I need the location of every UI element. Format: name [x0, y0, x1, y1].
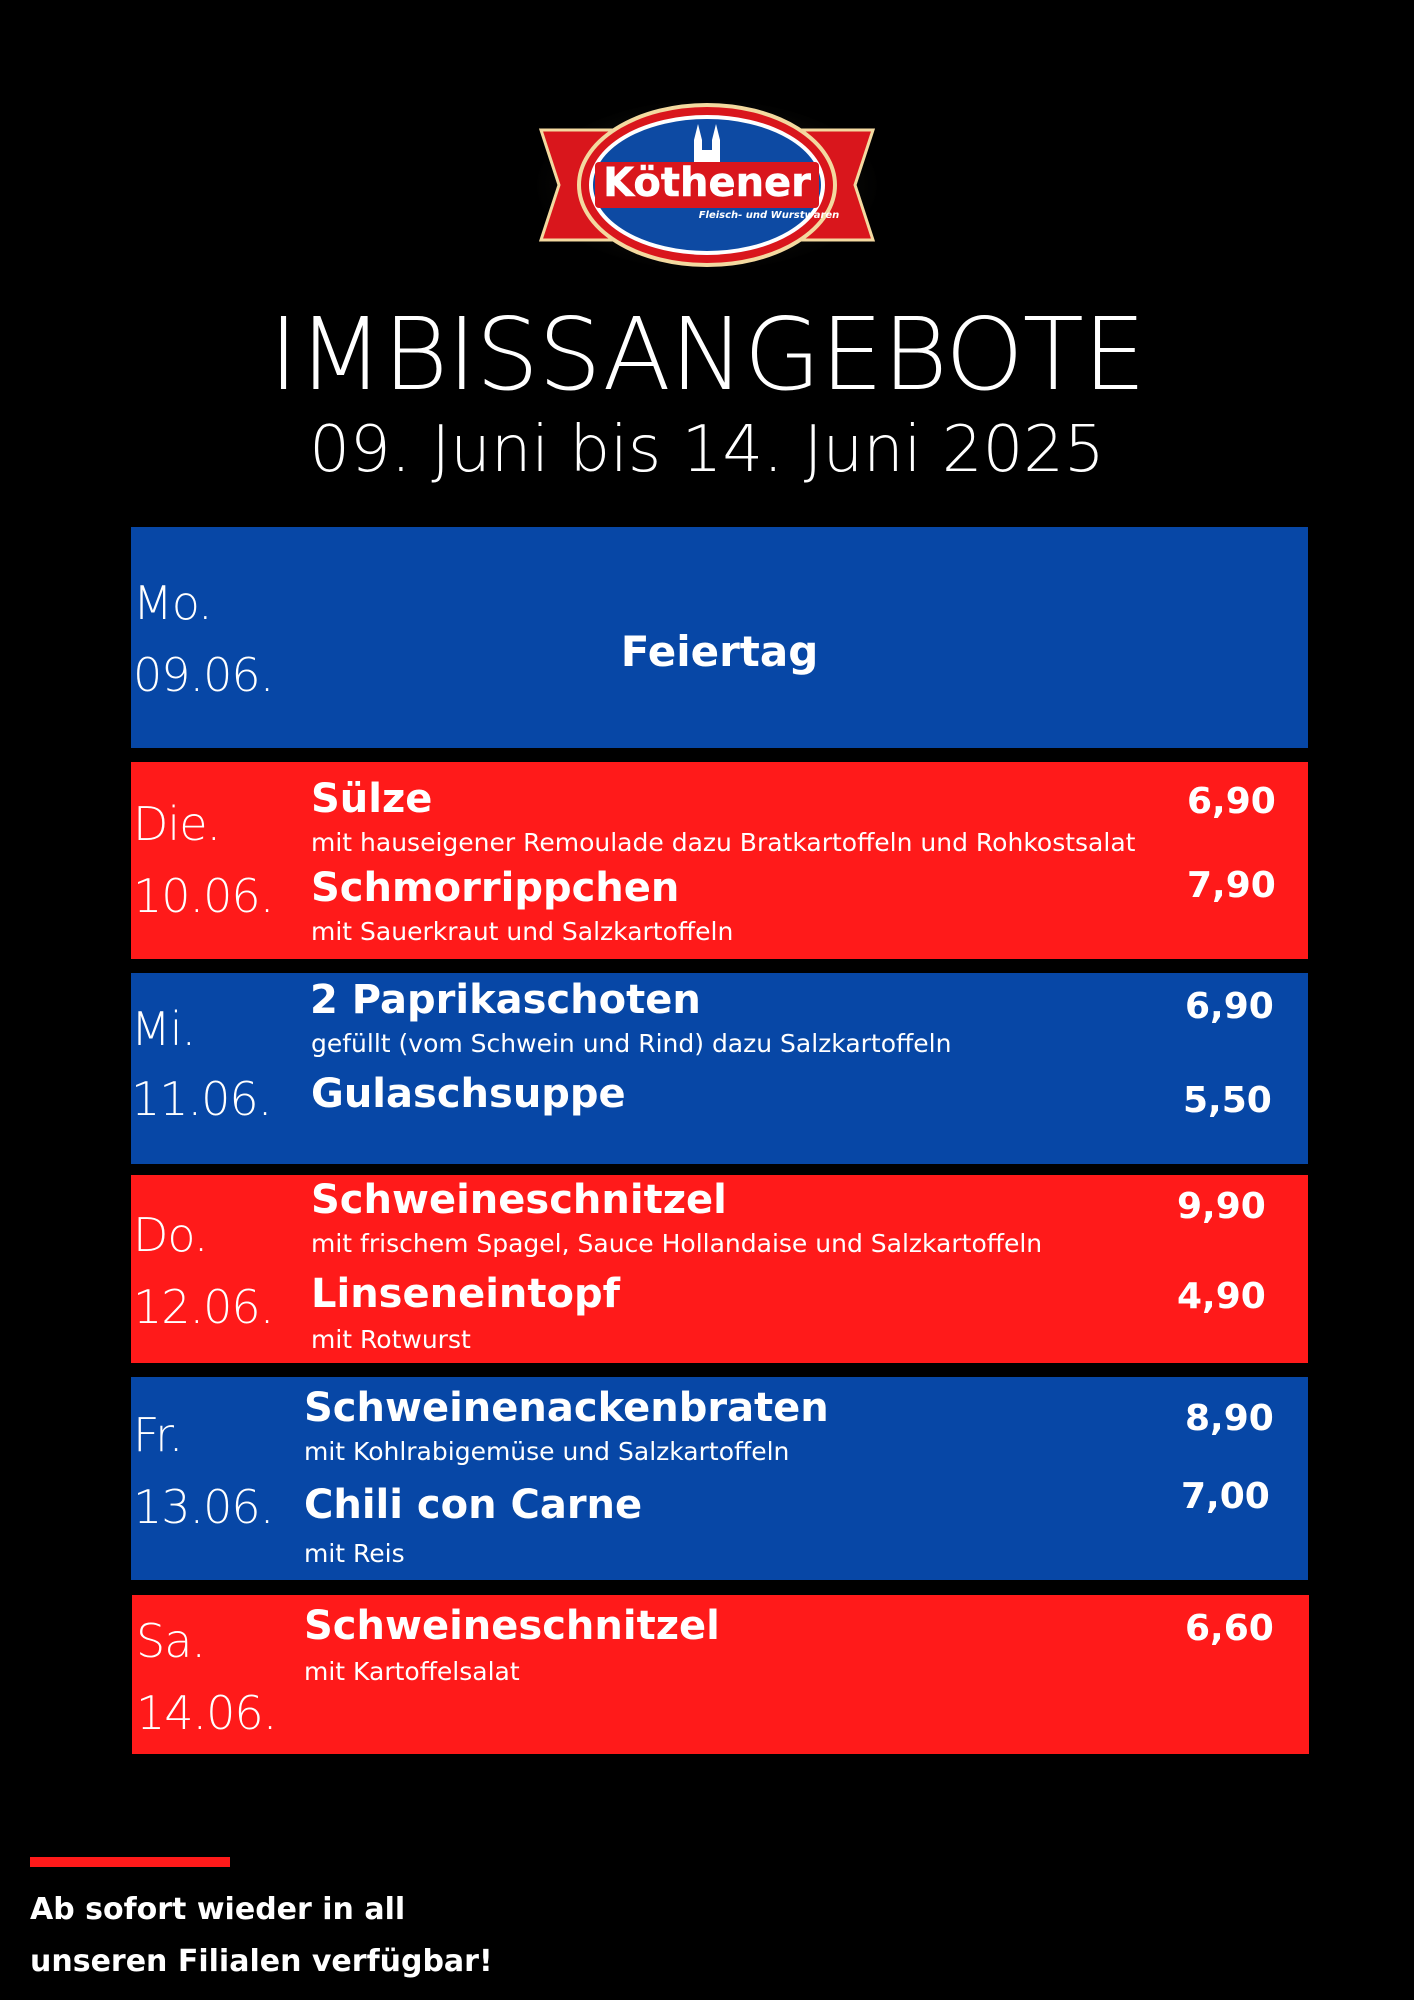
dish-description: mit Rotwurst: [311, 1325, 471, 1354]
day-name: Mo.: [133, 576, 212, 630]
dish-name: Schweinenackenbraten: [304, 1385, 829, 1431]
day-date: 12.06.: [133, 1280, 274, 1334]
dish-price: 7,00: [1181, 1476, 1270, 1517]
page-subtitle: 09. Juni bis 14. Juni 2025: [309, 413, 1105, 487]
day-name: Mi.: [131, 1002, 196, 1056]
footer-line-2: unseren Filialen verfügbar!: [30, 1944, 493, 1979]
dish-price: 6,60: [1185, 1608, 1274, 1649]
footer-accent-bar: [30, 1857, 230, 1867]
footer-note: [30, 1884, 493, 1988]
day-block-monday: [131, 527, 1308, 748]
logo-brand-text: Köthener: [603, 160, 811, 206]
dish-description: mit Kartoffelsalat: [304, 1657, 520, 1686]
dish-name: Linseneintopf: [311, 1271, 621, 1317]
dish-name: 2 Paprikaschoten: [310, 977, 701, 1023]
dish-description: mit Reis: [304, 1539, 405, 1568]
dish-price: 9,90: [1177, 1186, 1266, 1227]
day-date: 13.06.: [133, 1480, 274, 1534]
dish-price: 4,90: [1177, 1276, 1266, 1317]
dish-description: gefüllt (vom Schwein und Rind) dazu Salzkartoffeln: [311, 1029, 952, 1058]
day-date: 14.06.: [136, 1686, 277, 1740]
dish-name: Schmorrippchen: [311, 865, 680, 911]
dish-name: Schweineschnitzel: [311, 1177, 727, 1223]
day-name: Die.: [133, 797, 221, 851]
dish-price: 5,50: [1183, 1080, 1272, 1121]
dish-description: mit Kohlrabigemüse und Salzkartoffeln: [304, 1437, 790, 1466]
dish-description: mit hauseigener Remoulade dazu Bratkartoffeln und Rohkostsalat: [311, 828, 1136, 857]
day-date: 10.06.: [133, 869, 274, 923]
day-date: 11.06.: [131, 1072, 272, 1126]
footer-line-1: Ab sofort wieder in all: [30, 1892, 406, 1927]
dish-name: Sülze: [311, 776, 433, 822]
day-block-saturday: [132, 1595, 1309, 1754]
dish-name: Schweineschnitzel: [304, 1603, 720, 1649]
dish-price: 8,90: [1185, 1398, 1274, 1439]
logo-tagline-text: Fleisch- und Wurstwaren: [698, 210, 840, 221]
holiday-label: Feiertag: [620, 627, 819, 676]
page-title: IMBISSANGEBOTE: [268, 296, 1146, 413]
day-name: Sa.: [136, 1614, 206, 1668]
dish-price: 6,90: [1187, 781, 1276, 822]
dish-name: Chili con Carne: [304, 1482, 643, 1528]
koethener-logo: [537, 100, 877, 270]
day-name: Fr.: [133, 1408, 183, 1462]
dish-price: 6,90: [1185, 986, 1274, 1027]
day-block-friday: [131, 1377, 1308, 1580]
day-block-wednesday: [131, 973, 1308, 1164]
day-block-tuesday: [131, 762, 1308, 959]
dish-name: Gulaschsuppe: [311, 1071, 626, 1117]
dish-description: mit Sauerkraut und Salzkartoffeln: [311, 917, 734, 946]
dish-price: 7,90: [1187, 865, 1276, 906]
day-block-thursday: [131, 1175, 1308, 1363]
day-name: Do.: [133, 1208, 208, 1262]
day-date: 09.06.: [133, 648, 274, 702]
dish-description: mit frischem Spagel, Sauce Hollandaise und Salzkartoffeln: [311, 1229, 1043, 1258]
